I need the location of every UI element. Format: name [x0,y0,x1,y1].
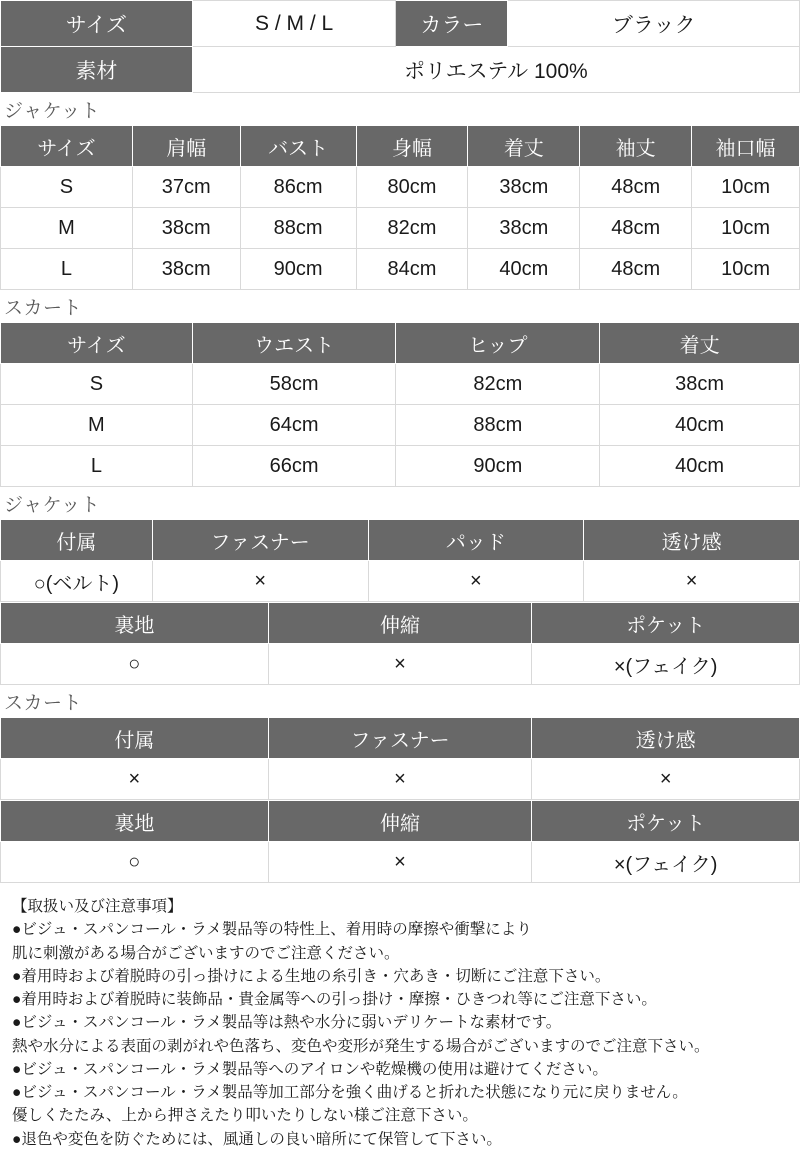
col-header: ファスナー [152,520,368,561]
cell: 48cm [580,167,692,208]
jacket-size-table [0,125,800,290]
cell: 40cm [468,249,580,290]
cell: × [268,644,532,685]
table-header-row [1,126,800,167]
spec-label-color: カラー [396,1,508,47]
table-header-row [1,718,800,759]
cell: 90cm [240,249,356,290]
table-header-row [1,520,800,561]
cell: ×(フェイク) [532,842,800,883]
note-line: ●ビジュ・スパンコール・ラメ製品等の特性上、着用時の摩擦や衝撃により [12,921,532,939]
col-header: ポケット [532,603,800,644]
cell: 37cm [132,167,240,208]
skirt-attr-table-2 [0,800,800,883]
col-header: 着丈 [600,323,800,364]
cell: 88cm [396,405,600,446]
basic-spec-table [0,0,800,93]
section-label-jacket-attr: ジャケット [0,487,800,519]
table-row [1,208,800,249]
cell: 66cm [192,446,396,487]
cell: 86cm [240,167,356,208]
cell: × [368,561,584,602]
note-line: ●ビジュ・スパンコール・ラメ製品等加工部分を強く曲げると折れた状態になり元に戻りません。 [12,1084,688,1101]
cell: S [1,167,133,208]
table-row [1,446,800,487]
cell: L [1,249,133,290]
col-header: 透け感 [584,520,800,561]
col-header: 裏地 [1,801,269,842]
table-row [1,364,800,405]
spec-label-material: 素材 [1,47,193,93]
section-label-skirt-size: スカート [0,290,800,322]
cell: × [532,759,800,800]
spec-value-color: ブラック [508,1,800,47]
col-header: 裏地 [1,603,269,644]
col-header: パッド [368,520,584,561]
cell: × [584,561,800,602]
cell: ○ [1,644,269,685]
cell: × [268,842,532,883]
cell: ×(フェイク) [532,644,800,685]
col-header: 付属 [1,520,153,561]
note-line: ●着用時および着脱時に装飾品・貴金属等への引っ掛け・摩擦・ひきつれ等にご注意下さい。 [12,991,657,1008]
cell: 64cm [192,405,396,446]
spec-value-material: ポリエステル 100% [192,47,799,93]
jacket-attr-table-2 [0,602,800,685]
cell: 82cm [356,208,468,249]
table-row [1,759,800,800]
col-header: サイズ [1,126,133,167]
col-header: 付属 [1,718,269,759]
cell: 48cm [580,249,692,290]
cell: 40cm [600,405,800,446]
cell: 38cm [600,364,800,405]
cell: 48cm [580,208,692,249]
col-header: 伸縮 [268,603,532,644]
cell: ○(ベルト) [1,561,153,602]
skirt-attr-table-1 [0,717,800,800]
section-label-jacket-size: ジャケット [0,93,800,125]
cell: L [1,446,193,487]
cell: 10cm [692,208,800,249]
cell: 38cm [468,167,580,208]
cell: 80cm [356,167,468,208]
table-row [1,47,800,93]
cell: 10cm [692,249,800,290]
cell: 90cm [396,446,600,487]
cell: 88cm [240,208,356,249]
col-header: サイズ [1,323,193,364]
cell: M [1,405,193,446]
col-header: ポケット [532,801,800,842]
jacket-attr-table-1 [0,519,800,602]
table-row [1,644,800,685]
section-label-skirt-attr: スカート [0,685,800,717]
col-header: ファスナー [268,718,532,759]
cell: 38cm [468,208,580,249]
col-header: 肩幅 [132,126,240,167]
col-header: ヒップ [396,323,600,364]
cell: S [1,364,193,405]
cell: 10cm [692,167,800,208]
col-header: 身幅 [356,126,468,167]
table-row [1,842,800,883]
note-line: 【取扱い及び注意事項】 [12,898,183,915]
col-header: ウエスト [192,323,396,364]
skirt-size-table [0,322,800,487]
col-header: 袖丈 [580,126,692,167]
table-row [1,167,800,208]
cell: × [268,759,532,800]
cell: × [1,759,269,800]
table-header-row [1,801,800,842]
note-line: ●退色や変色を防ぐためには、風通しの良い暗所にて保管して下さい。 [12,1130,502,1148]
note-line: ●着用時および着脱時の引っ掛けによる生地の糸引き・穴あき・切断にご注意下さい。 [12,967,611,985]
table-header-row [1,603,800,644]
table-header-row [1,323,800,364]
col-header: 透け感 [532,718,800,759]
col-header: 着丈 [468,126,580,167]
note-line: 肌に刺激がある場合がございますのでご注意ください。 [12,944,400,962]
note-line: ●ビジュ・スパンコール・ラメ製品等は熱や水分に弱いデリケートな素材です。 [12,1014,562,1032]
table-row [1,249,800,290]
cell: 40cm [600,446,800,487]
table-row [1,1,800,47]
care-notes [0,883,800,1165]
spec-value-size: S / M / L [192,1,396,47]
col-header: バスト [240,126,356,167]
cell: 84cm [356,249,468,290]
note-line: 優しくたたみ、上から押さえたり叩いたりしない様ご注意下さい。 [12,1107,478,1125]
cell: ○ [1,842,269,883]
cell: 38cm [132,208,240,249]
table-row [1,405,800,446]
cell: × [152,561,368,602]
note-line: 熱や水分による表面の剥がれや色落ち、変色や変形が発生する場合がございますのでご注意下さい。 [12,1037,710,1055]
cell: M [1,208,133,249]
cell: 38cm [132,249,240,290]
spec-label-size: サイズ [1,1,193,47]
cell: 82cm [396,364,600,405]
col-header: 袖口幅 [692,126,800,167]
note-line: ●ビジュ・スパンコール・ラメ製品等へのアイロンや乾燥機の使用は避けてください。 [12,1060,608,1078]
col-header: 伸縮 [268,801,532,842]
table-row [1,561,800,602]
cell: 58cm [192,364,396,405]
